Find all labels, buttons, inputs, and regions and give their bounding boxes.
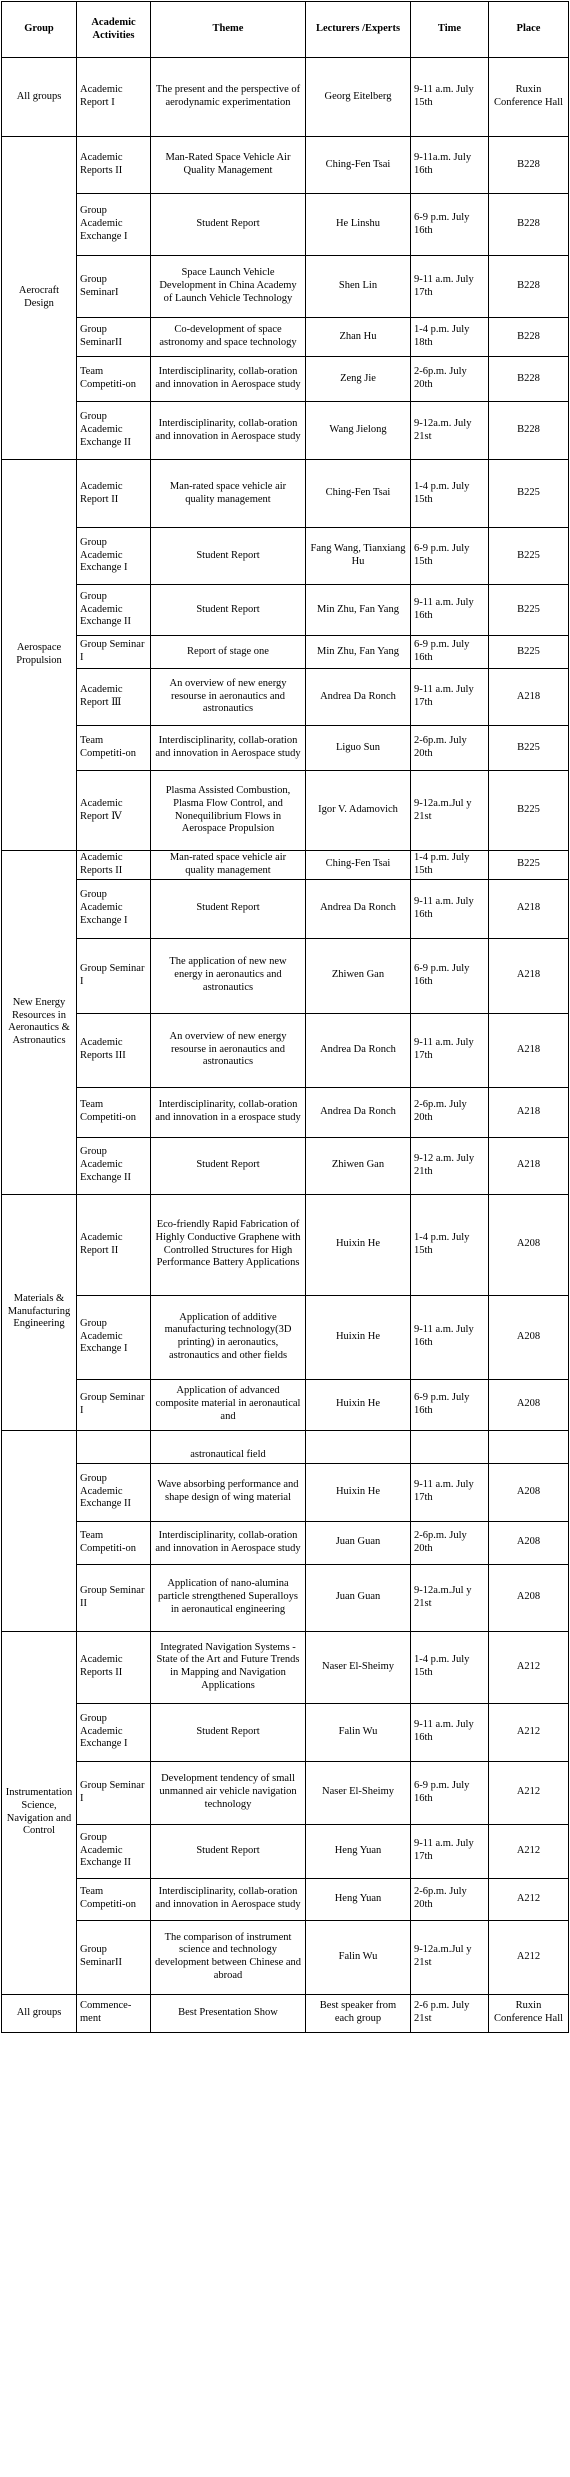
time-cell: 1-4 p.m. July 15th <box>411 460 489 528</box>
table-row <box>2 1430 569 1463</box>
place-cell: B225 <box>489 636 569 669</box>
activity-cell: Team Competiti-on <box>77 1087 151 1137</box>
header-lecturers: Lecturers /Experts <box>306 2 411 58</box>
time-cell: 2-6 p.m. July 21st <box>411 1994 489 2032</box>
activity-cell: Academic Report Ⅲ <box>77 669 151 726</box>
time-cell: 9-11 a.m. July 17th <box>411 1463 489 1521</box>
time-cell <box>411 1430 489 1463</box>
table-row <box>2 879 569 938</box>
theme-cell: Student Report <box>151 194 306 256</box>
table-row <box>2 528 569 585</box>
place-cell: A208 <box>489 1194 569 1295</box>
place-cell: Ruxin Conference Hall <box>489 58 569 137</box>
place-cell: B225 <box>489 460 569 528</box>
place-cell: A218 <box>489 669 569 726</box>
lecturer-cell: Min Zhu, Fan Yang <box>306 636 411 669</box>
activity-cell: Group Academic Exchange II <box>77 1137 151 1194</box>
table-row <box>2 726 569 771</box>
theme-cell: Student Report <box>151 585 306 636</box>
header-group: Group <box>2 2 77 58</box>
place-cell: A208 <box>489 1295 569 1379</box>
time-cell: 2-6p.m. July 20th <box>411 1521 489 1564</box>
theme-cell: Interdisciplinarity, collab-oration and innovation in Aerospace study <box>151 726 306 771</box>
activity-cell: Group Academic Exchange I <box>77 528 151 585</box>
place-cell: A218 <box>489 1087 569 1137</box>
schedule-table <box>1 1 569 2033</box>
theme-cell: The comparison of instrument science and technology development between Chinese and abroad <box>151 1920 306 1994</box>
time-cell: 6-9 p.m. July 16th <box>411 194 489 256</box>
group-name-cell: New Energy Resources in Aeronautics & Astronautics <box>2 851 77 1195</box>
table-row <box>2 1631 569 1703</box>
time-cell: 9-11 a.m. July 17th <box>411 1824 489 1878</box>
table-row <box>2 585 569 636</box>
lecturer-cell: Huixin He <box>306 1194 411 1295</box>
table-row <box>2 1295 569 1379</box>
theme-cell: Interdisciplinarity, collab-oration and innovation in Aerospace study <box>151 357 306 402</box>
activity-cell <box>77 1430 151 1463</box>
lecturer-cell: Igor V. Adamovich <box>306 771 411 851</box>
place-cell: B228 <box>489 402 569 460</box>
activity-cell: Academic Report I <box>77 58 151 137</box>
time-cell: 2-6p.m. July 20th <box>411 357 489 402</box>
theme-cell: Integrated Navigation Systems - State of the Art and Future Trends in Mapping and Navigation Applications <box>151 1631 306 1703</box>
theme-cell: astronautical field <box>151 1430 306 1463</box>
theme-cell: Application of advanced composite material in aeronautical and <box>151 1379 306 1430</box>
place-cell: B228 <box>489 194 569 256</box>
activity-cell: Academic Report II <box>77 1194 151 1295</box>
activity-cell: Group SeminarII <box>77 1920 151 1994</box>
lecturer-cell: Huixin He <box>306 1463 411 1521</box>
theme-cell: Best Presentation Show <box>151 1994 306 2032</box>
table-row <box>2 1521 569 1564</box>
lecturer-cell: He Linshu <box>306 194 411 256</box>
time-cell: 9-11 a.m. July 16th <box>411 1295 489 1379</box>
group-name-cell: Instrumentation Science, Navigation and Control <box>2 1631 77 1994</box>
table-row <box>2 1761 569 1824</box>
place-cell: A212 <box>489 1824 569 1878</box>
lecturer-cell: Falin Wu <box>306 1703 411 1761</box>
place-cell: A208 <box>489 1521 569 1564</box>
activity-cell: Group Seminar I <box>77 1379 151 1430</box>
theme-cell: Interdisciplinarity, collab-oration and innovation in Aerospace study <box>151 1521 306 1564</box>
activity-cell: Group SeminarII <box>77 318 151 357</box>
activity-cell: Commence-ment <box>77 1994 151 2032</box>
theme-cell: An overview of new energy resourse in aeronautics and astronautics <box>151 669 306 726</box>
lecturer-cell: Huixin He <box>306 1295 411 1379</box>
theme-cell: Student Report <box>151 528 306 585</box>
table-row <box>2 771 569 851</box>
lecturer-cell: Andrea Da Ronch <box>306 1013 411 1087</box>
theme-cell: Eco-friendly Rapid Fabrication of Highly Conductive Graphene with Controlled Structures for High Performance Battery Applications <box>151 1194 306 1295</box>
lecturer-cell: Zeng Jie <box>306 357 411 402</box>
table-row <box>2 938 569 1013</box>
time-cell: 6-9 p.m. July 16th <box>411 938 489 1013</box>
time-cell: 1-4 p.m. July 15th <box>411 1631 489 1703</box>
lecturer-cell: Huixin He <box>306 1379 411 1430</box>
activity-cell: Academic Report Ⅳ <box>77 771 151 851</box>
time-cell: 1-4 p.m. July 15th <box>411 851 489 880</box>
theme-cell: Co-development of space astronomy and space technology <box>151 318 306 357</box>
place-cell: Ruxin Conference Hall <box>489 1994 569 2032</box>
place-cell: B228 <box>489 256 569 318</box>
activity-cell: Group Seminar II <box>77 1564 151 1631</box>
theme-cell: Application of additive manufacturing technology(3D printing) in aeronautics, astronautics and other fields <box>151 1295 306 1379</box>
table-row <box>2 357 569 402</box>
time-cell: 2-6p.m. July 20th <box>411 726 489 771</box>
table-row <box>2 1824 569 1878</box>
time-cell: 6-9 p.m. July 16th <box>411 636 489 669</box>
place-cell <box>489 1430 569 1463</box>
table-row <box>2 1013 569 1087</box>
place-cell: B228 <box>489 357 569 402</box>
header-theme: Theme <box>151 2 306 58</box>
activity-cell: Group Academic Exchange I <box>77 194 151 256</box>
place-cell: B228 <box>489 318 569 357</box>
place-cell: A212 <box>489 1703 569 1761</box>
table-row <box>2 318 569 357</box>
theme-cell: Wave absorbing performance and shape design of wing material <box>151 1463 306 1521</box>
lecturer-cell: Ching-Fen Tsai <box>306 137 411 194</box>
time-cell: 6-9 p.m. July 16th <box>411 1761 489 1824</box>
time-cell: 6-9 p.m. July 16th <box>411 1379 489 1430</box>
time-cell: 9-11 a.m. July 17th <box>411 1013 489 1087</box>
table-row <box>2 1379 569 1430</box>
place-cell: A218 <box>489 1137 569 1194</box>
activity-cell: Group SeminarI <box>77 256 151 318</box>
lecturer-cell: Andrea Da Ronch <box>306 879 411 938</box>
lecturer-cell: Heng Yuan <box>306 1824 411 1878</box>
place-cell: A208 <box>489 1463 569 1521</box>
theme-cell: Student Report <box>151 1824 306 1878</box>
time-cell: 9-11 a.m. July 16th <box>411 585 489 636</box>
activity-cell: Group Academic Exchange I <box>77 1703 151 1761</box>
table-row <box>2 1564 569 1631</box>
lecturer-cell: Liguo Sun <box>306 726 411 771</box>
time-cell: 1-4 p.m. July 15th <box>411 1194 489 1295</box>
table-row <box>2 636 569 669</box>
place-cell: A208 <box>489 1379 569 1430</box>
place-cell: A212 <box>489 1631 569 1703</box>
activity-cell: Group Academic Exchange II <box>77 1824 151 1878</box>
time-cell: 9-11 a.m. July 16th <box>411 1703 489 1761</box>
lecturer-cell: Juan Guan <box>306 1564 411 1631</box>
lecturer-cell: Zhan Hu <box>306 318 411 357</box>
lecturer-cell: Andrea Da Ronch <box>306 669 411 726</box>
table-row <box>2 1920 569 1994</box>
theme-cell: Plasma Assisted Combustion, Plasma Flow Control, and Nonequilibrium Flows in Aerospace Propulsion <box>151 771 306 851</box>
header-activities: Academic Activities <box>77 2 151 58</box>
theme-cell: An overview of new energy resourse in aeronautics and astronautics <box>151 1013 306 1087</box>
activity-cell: Group Academic Exchange I <box>77 1295 151 1379</box>
lecturer-cell: Andrea Da Ronch <box>306 1087 411 1137</box>
time-cell: 9-11a.m. July 16th <box>411 137 489 194</box>
theme-cell: Man-rated space vehicle air quality management <box>151 851 306 880</box>
group-name-cell: Aerospace Propulsion <box>2 460 77 851</box>
time-cell: 2-6p.m. July 20th <box>411 1878 489 1920</box>
activity-cell: Team Competiti-on <box>77 1878 151 1920</box>
table-row <box>2 851 569 880</box>
lecturer-cell: Zhiwen Gan <box>306 1137 411 1194</box>
table-row <box>2 194 569 256</box>
table-row <box>2 1994 569 2032</box>
lecturer-cell: Falin Wu <box>306 1920 411 1994</box>
place-cell: B228 <box>489 137 569 194</box>
theme-cell: Interdisciplinarity, collab-oration and innovation in Aerospace study <box>151 1878 306 1920</box>
table-row <box>2 1878 569 1920</box>
activity-cell: Group Academic Exchange II <box>77 585 151 636</box>
header-place: Place <box>489 2 569 58</box>
activity-cell: Academic Reports III <box>77 1013 151 1087</box>
table-row <box>2 402 569 460</box>
place-cell: B225 <box>489 585 569 636</box>
place-cell: B225 <box>489 771 569 851</box>
group-name-cell: Materials & Manufacturing Engineering <box>2 1194 77 1430</box>
theme-cell: Interdisciplinarity, collab-oration and innovation in a erospace study <box>151 1087 306 1137</box>
time-cell: 9-12a.m. July 21st <box>411 402 489 460</box>
place-cell: A212 <box>489 1878 569 1920</box>
theme-cell: Report of stage one <box>151 636 306 669</box>
time-cell: 9-11 a.m. July 17th <box>411 669 489 726</box>
activity-cell: Academic Reports II <box>77 137 151 194</box>
group-name-cell: Aerocraft Design <box>2 137 77 460</box>
activity-cell: Academic Report II <box>77 460 151 528</box>
time-cell: 9-12a.m.Jul y 21st <box>411 771 489 851</box>
place-cell: A218 <box>489 879 569 938</box>
time-cell: 9-11 a.m. July 15th <box>411 58 489 137</box>
table-row <box>2 58 569 137</box>
lecturer-cell: Wang Jielong <box>306 402 411 460</box>
place-cell: B225 <box>489 726 569 771</box>
activity-cell: Group Academic Exchange II <box>77 1463 151 1521</box>
lecturer-cell: Best speaker from each group <box>306 1994 411 2032</box>
activity-cell: Team Competiti-on <box>77 1521 151 1564</box>
activity-cell: Group Academic Exchange II <box>77 402 151 460</box>
time-cell: 1-4 p.m. July 18th <box>411 318 489 357</box>
activity-cell: Group Seminar I <box>77 1761 151 1824</box>
place-cell: A218 <box>489 938 569 1013</box>
time-cell: 9-11 a.m. July 17th <box>411 256 489 318</box>
theme-cell: Interdisciplinarity, collab-oration and innovation in Aerospace study <box>151 402 306 460</box>
table-row <box>2 1137 569 1194</box>
group-name-cell: All groups <box>2 58 77 137</box>
lecturer-cell: Georg Eitelberg <box>306 58 411 137</box>
lecturer-cell: Ching-Fen Tsai <box>306 460 411 528</box>
lecturer-cell: Ching-Fen Tsai <box>306 851 411 880</box>
lecturer-cell: Shen Lin <box>306 256 411 318</box>
theme-cell: The present and the perspective of aerodynamic experimentation <box>151 58 306 137</box>
theme-cell: Student Report <box>151 1703 306 1761</box>
time-cell: 6-9 p.m. July 15th <box>411 528 489 585</box>
theme-cell: The application of new new energy in aeronautics and astronautics <box>151 938 306 1013</box>
schedule-body <box>2 58 569 2033</box>
group-name-cell: All groups <box>2 1994 77 2032</box>
time-cell: 9-12a.m.Jul y 21st <box>411 1564 489 1631</box>
place-cell: A212 <box>489 1761 569 1824</box>
lecturer-cell: Naser El-Sheimy <box>306 1761 411 1824</box>
theme-cell: Application of nano-alumina particle strengthened Superalloys in aeronautical engineering <box>151 1564 306 1631</box>
place-cell: B225 <box>489 851 569 880</box>
table-row <box>2 137 569 194</box>
table-row <box>2 1703 569 1761</box>
time-cell: 2-6p.m. July 20th <box>411 1087 489 1137</box>
theme-cell: Student Report <box>151 1137 306 1194</box>
theme-cell: Man-rated space vehicle air quality management <box>151 460 306 528</box>
header-time: Time <box>411 2 489 58</box>
theme-cell: Development tendency of small unmanned air vehicle navigation technology <box>151 1761 306 1824</box>
activity-cell: Group Seminar I <box>77 636 151 669</box>
lecturer-cell <box>306 1430 411 1463</box>
lecturer-cell: Min Zhu, Fan Yang <box>306 585 411 636</box>
header-row <box>2 2 569 58</box>
place-cell: A212 <box>489 1920 569 1994</box>
theme-cell: Space Launch Vehicle Development in China Academy of Launch Vehicle Technology <box>151 256 306 318</box>
table-row <box>2 460 569 528</box>
theme-cell: Student Report <box>151 879 306 938</box>
table-row <box>2 669 569 726</box>
table-row <box>2 256 569 318</box>
activity-cell: Group Academic Exchange I <box>77 879 151 938</box>
place-cell: A208 <box>489 1564 569 1631</box>
group-name-cell <box>2 1430 77 1631</box>
activity-cell: Team Competiti-on <box>77 357 151 402</box>
place-cell: A218 <box>489 1013 569 1087</box>
lecturer-cell: Naser El-Sheimy <box>306 1631 411 1703</box>
lecturer-cell: Fang Wang, Tianxiang Hu <box>306 528 411 585</box>
place-cell: B225 <box>489 528 569 585</box>
time-cell: 9-11 a.m. July 16th <box>411 879 489 938</box>
activity-cell: Academic Reports II <box>77 851 151 880</box>
lecturer-cell: Zhiwen Gan <box>306 938 411 1013</box>
lecturer-cell: Juan Guan <box>306 1521 411 1564</box>
theme-cell: Man-Rated Space Vehicle Air Quality Management <box>151 137 306 194</box>
table-row <box>2 1087 569 1137</box>
activity-cell: Academic Reports II <box>77 1631 151 1703</box>
time-cell: 9-12a.m.Jul y 21st <box>411 1920 489 1994</box>
table-row <box>2 1194 569 1295</box>
time-cell: 9-12 a.m. July 21th <box>411 1137 489 1194</box>
activity-cell: Group Seminar I <box>77 938 151 1013</box>
table-row <box>2 1463 569 1521</box>
lecturer-cell: Heng Yuan <box>306 1878 411 1920</box>
activity-cell: Team Competiti-on <box>77 726 151 771</box>
